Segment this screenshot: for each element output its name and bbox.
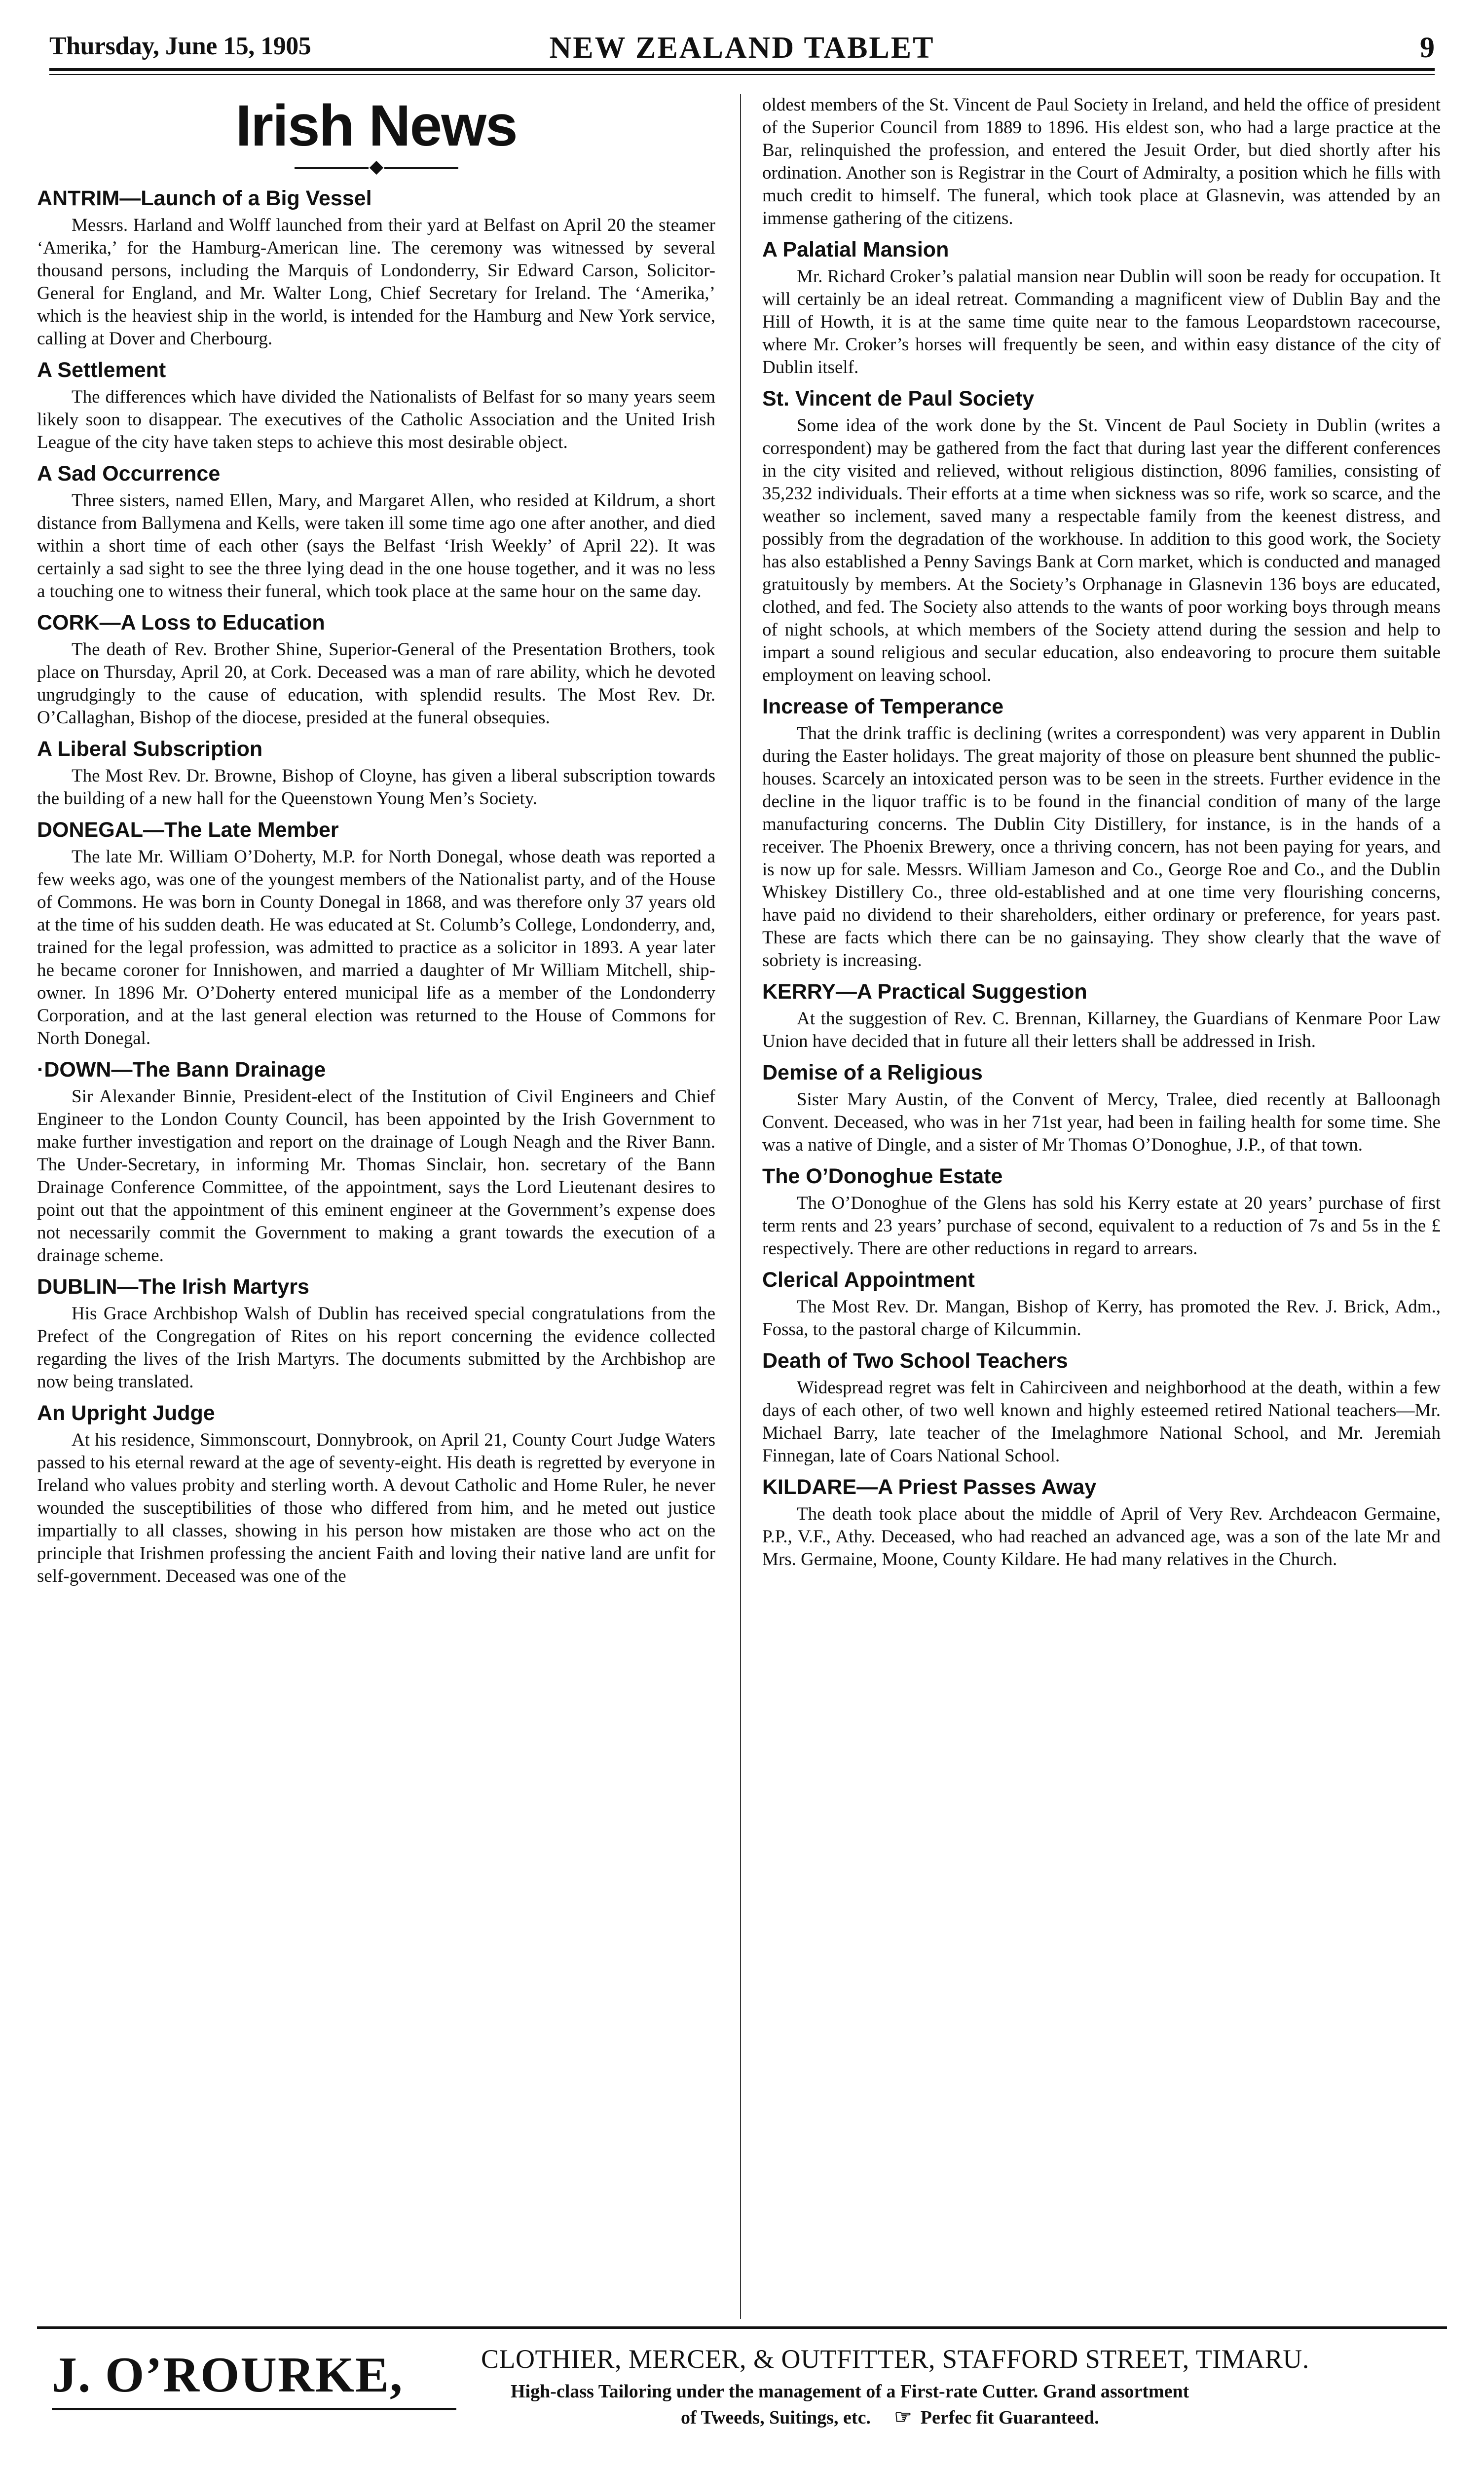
article-heading: A Sad Occurrence	[37, 462, 221, 486]
article-heading: CORK—A Loss to Education	[37, 611, 325, 635]
article-heading: ·DOWN—The Bann Drainage	[37, 1058, 326, 1082]
article	[762, 94, 1441, 230]
article-paragraph: The differences which have divided the Nationalists of Belfast for so many years seem likely soon to disappear. The executives of the Catholic Association and the United Irish League of the city have taken steps to achieve this most desirable object.	[37, 387, 715, 452]
page-header	[49, 29, 1435, 69]
article	[762, 1348, 1441, 1467]
article-heading: Increase of Temperance	[762, 695, 1004, 718]
section-title: Irish News	[235, 93, 517, 158]
header-title: NEW ZEALAND TABLET	[549, 31, 935, 65]
article-heading: A Settlement	[37, 358, 166, 382]
title-ornament	[37, 163, 715, 173]
article	[762, 1163, 1441, 1260]
column-divider	[740, 94, 741, 2319]
article-paragraph: The death of Rev. Brother Shine, Superior-General of the Presentation Brothers, took place on Thursday, April 20, at Cork. Deceased was a man of rare ability, which he devoted ungrudgingly to the cause of education, with splendid results. The Most Rev. Dr. O’Callaghan, Bishop of the diocese, presided at the funeral obsequies.	[37, 639, 715, 728]
header-rule-thin	[49, 74, 1435, 75]
header-page-number: 9	[1420, 31, 1435, 64]
article	[762, 1060, 1441, 1157]
article-paragraph: Sister Mary Austin, of the Convent of Mercy, Tralee, died recently at Balloonagh Convent. Deceased, who was in her 71st year, had been in failing health for some time. She was a native of Dingle, and a sister of Mr Thomas O’Donoghue, J.P., of that town.	[762, 1089, 1441, 1155]
right-column	[762, 94, 1441, 1571]
article-paragraph: The death took place about the middle of April of Very Rev. Archdeacon Germaine, P.P., V.F., Athy. Deceased, who had reached an advanced age, was a son of the late Mr and Mrs. Germaine, Moone, County Kildare. He had many relatives in the Church.	[762, 1504, 1441, 1570]
article	[37, 1400, 715, 1588]
header-rule	[49, 68, 1435, 71]
article	[37, 736, 715, 810]
article-heading: An Upright Judge	[37, 1401, 215, 1425]
ornament-line-left	[295, 167, 369, 169]
article	[762, 979, 1441, 1053]
ornament-diamond-icon	[369, 161, 383, 175]
pointing-hand-icon: ☞	[894, 2406, 912, 2428]
article-paragraph: The late Mr. William O’Doherty, M.P. for North Donegal, whose death was reported a few weeks ago, was one of the youngest members of the Nationalist party, and of the House of Commons. He was born in County Donegal in 1868, and was therefore only 37 years old at the time of his sudden death. He was educated at St. Columb’s College, Londonderry, and, trained for the legal profession, was admitted to practice as a solicitor in 1893. A year later he became coroner for Innishowen, and married a daughter of Mr William Mitchell, ship-owner. In 1896 Mr. O’Doherty entered municipal life as a member of the Londonderry Corporation, and at the last general election was returned to the House of Commons for North Donegal.	[37, 847, 715, 1048]
article-heading: DONEGAL—The Late Member	[37, 818, 339, 842]
ad-main-line: CLOTHIER, MERCER, & OUTFITTER, STAFFORD STREET, TIMARU.	[481, 2344, 1309, 2374]
article-heading: St. Vincent de Paul Society	[762, 387, 1035, 411]
article	[762, 1267, 1441, 1341]
article-paragraph: Messrs. Harland and Wolff launched from their yard at Belfast on April 20 the steamer ‘Amerika,’ for the Hamburg-American line. The ceremony was witnessed by several thousand persons, including the Marquis of Londonderry, Sir Edward Carson, Solicitor-General for England, and Mr. Walter Long, Chief Secretary for Ireland. The ‘Amerika,’ which is the heaviest ship in the world, is intended for the Hamburg and New York service, calling at Dover and Cherbourg.	[37, 215, 715, 349]
article-paragraph: His Grace Archbishop Walsh of Dublin has received special congratulations from the Prefect of the Congregation of Rites on his report concerning the evidence collected regarding the lives of the Irish Martyrs. The documents submitted by the Archbishop are now being translated.	[37, 1304, 715, 1392]
article-paragraph: Mr. Richard Croker’s palatial mansion near Dublin will soon be ready for occupation. It will certainly be an ideal retreat. Commanding a magnificent view of Dublin Bay and the Hill of Howth, it is at the same time quite near to the famous Leopardstown racecourse, where Mr. Croker’s horses will frequently be seen, and within easy distance of the city of Dublin itself.	[762, 266, 1441, 377]
ad-line-3-tail: Perfec fit Guaranteed.	[920, 2407, 1099, 2428]
article	[37, 1274, 715, 1393]
article-heading: A Palatial Mansion	[762, 238, 949, 262]
article	[37, 461, 715, 603]
left-column	[37, 94, 715, 1588]
article-heading: ANTRIM—Launch of a Big Vessel	[37, 187, 372, 210]
article-heading: Clerical Appointment	[762, 1268, 975, 1292]
article-paragraph: Some idea of the work done by the St. Vincent de Paul Society in Dublin (writes a correspondent) may be gathered from the fact that during last year the different conferences in the city visited and relieved, without religious distinction, 8096 families, consisting of 35,232 individuals. Their efforts at a time when sickness was so rife, work so scarce, and the weather so inclement, saved many a respectable family from the keenest distress, and possibly from the degradation of the workhouse. In addition to this good work, the Society has also established a Penny Savings Bank at Corn market, which is conducted and managed gratuitously by members. At the Society’s Orphanage in Glasnevin 136 boys are educated, clothed, and fed. The Society also attends to the wants of poor working boys through means of night schools, at which members of the Society attend during the session and help to impart a sound religious and secular education, also endeavoring to procure them suitable employment on leaving school.	[762, 415, 1441, 685]
article	[37, 186, 715, 350]
advertisement	[37, 2336, 1447, 2435]
ad-line-3-text: of Tweeds, Suitings, etc.	[681, 2407, 871, 2428]
article-heading: Demise of a Religious	[762, 1061, 983, 1084]
article-heading: A Liberal Subscription	[37, 737, 263, 761]
ad-line-2: High-class Tailoring under the management of a First-rate Cutter. Grand assortment	[511, 2381, 1189, 2402]
article-heading: Death of Two School Teachers	[762, 1349, 1068, 1373]
article-paragraph: The Most Rev. Dr. Browne, Bishop of Cloyne, has given a liberal subscription towards the building of a new hall for the Queenstown Young Men’s Society.	[37, 766, 715, 809]
article-paragraph: At the suggestion of Rev. C. Brennan, Killarney, the Guardians of Kenmare Poor Law Union have decided that in future all their letters shall be addressed in Irish.	[762, 1009, 1441, 1051]
ad-advertiser-name: J. O’ROURKE,	[52, 2347, 404, 2403]
article	[37, 1057, 715, 1267]
article-heading: DUBLIN—The Irish Martyrs	[37, 1275, 309, 1299]
section-title-block	[37, 94, 715, 173]
ad-line-3	[681, 2405, 1099, 2429]
article	[762, 694, 1441, 972]
article	[37, 357, 715, 454]
article	[762, 237, 1441, 379]
article-paragraph: Three sisters, named Ellen, Mary, and Margaret Allen, who resided at Kildrum, a short distance from Ballymena and Kells, were taken ill some time ago one after another, and died within a short time of each other (says the Belfast ‘Irish Weekly’ of April 22). It was certainly a sad sight to see the three lying dead in the one house together, and it was no less a touching one to witness their funeral, which took place at the same hour on the same day.	[37, 490, 715, 601]
ornament-line-right	[384, 167, 458, 169]
article-paragraph: Widespread regret was felt in Cahirciveen and neighborhood at the death, within a few days of each other, of two well known and highly esteemed retired National teachers—Mr. Michael Barry, late teacher of the Imelaghmore National School, and Mr. Jeremiah Finnegan, late of Coars National School.	[762, 1378, 1441, 1466]
article-paragraph: Sir Alexander Binnie, President-elect of the Institution of Civil Engineers and Chief Engineer to the London County Council, has been appointed by the Irish Government to make further investigation and report on the drainage of Lough Neagh and the River Bann. The Under-Secretary, in informing Mr. Thomas Sinclair, hon. secretary of the Bann Drainage Conference Committee, of the appointment, says the Lord Lieutenant desires to point out that the appointment of this eminent engineer at the Government’s expense does not necessarily commit the Government to making a grant towards the execution of a drainage scheme.	[37, 1086, 715, 1266]
article	[762, 386, 1441, 687]
article	[37, 817, 715, 1050]
article-paragraph: The Most Rev. Dr. Mangan, Bishop of Kerry, has promoted the Rev. J. Brick, Adm., Fossa, to the pastoral charge of Kilcummin.	[762, 1297, 1441, 1340]
article-paragraph: oldest members of the St. Vincent de Paul Society in Ireland, and held the office of president of the Superior Council from 1889 to 1896. His eldest son, who had a large practice at the Bar, relinquished the profession, and entered the Jesuit Order, but died shortly after his ordination. Another son is Registrar in the Court of Admiralty, a position which he fills with much credit to himself. The funeral, which took place at Glasnevin, was attended by an immense gathering of the citizens.	[762, 95, 1441, 228]
footer-rule	[37, 2326, 1447, 2329]
ad-name-underline	[52, 2408, 456, 2410]
article-paragraph: The O’Donoghue of the Glens has sold his Kerry estate at 20 years’ purchase of first term rents and 23 years’ purchase of second, equivalent to a reduction of 7s and 5s in the £ respectively. There are other reductions in regard to arrears.	[762, 1193, 1441, 1259]
article-heading: The O’Donoghue Estate	[762, 1164, 1003, 1188]
article-paragraph: At his residence, Simmonscourt, Donnybrook, on April 21, County Court Judge Waters passed to his eternal reward at the age of seventy-eight. His death is regretted by everyone in Ireland who values probity and sterling worth. A devout Catholic and Home Ruler, he never wounded the susceptibilities of those who differed from him, and he meted out justice impartially to all classes, showing in his person how mistaken are those who act on the principle that Irishmen professing the ancient Faith and loving their native land are unfit for self-government. Deceased was one of the	[37, 1430, 715, 1586]
article	[37, 610, 715, 729]
article-paragraph: That the drink traffic is declining (writes a correspondent) was very apparent in Dublin during the Easter holidays. The great majority of those on pleasure bent shunned the public-houses. Scarcely an intoxicated person was to be seen in the streets. Further evidence in the decline in the liquor traffic is to be found in the financial condition of many of the large manufacturing concerns. The Dublin City Distillery, for instance, is in the hands of a receiver. The Phoenix Brewery, once a thriving concern, has not been paying for years, and is now up for sale. Messrs. William Jameson and Co., George Roe and Co., and the Dublin Whiskey Distillery Co., three old-established and at one time very flourishing concerns, have paid no dividend to their shareholders, either ordinary or preference, for years past. These are facts which there can be no gainsaying. They show clearly that the wave of sobriety is increasing.	[762, 723, 1441, 971]
article-heading: KILDARE—A Priest Passes Away	[762, 1475, 1097, 1499]
article	[762, 1474, 1441, 1571]
header-date: Thursday, June 15, 1905	[49, 32, 311, 60]
article-heading: KERRY—A Practical Suggestion	[762, 980, 1087, 1004]
